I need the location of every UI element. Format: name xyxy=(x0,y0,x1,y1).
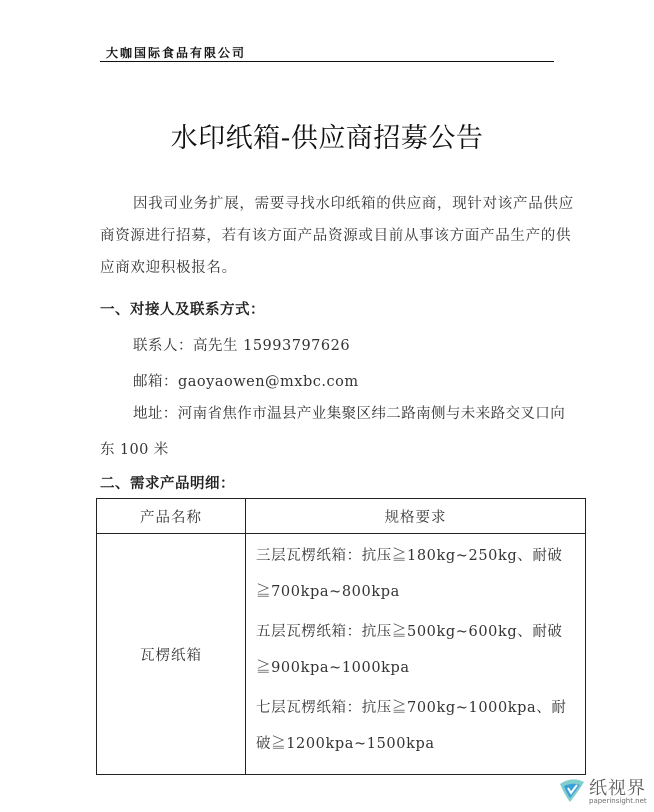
section-contact-heading: 一、对接人及联系方式： xyxy=(100,301,265,318)
header-company-name: 大咖国际食品有限公司 xyxy=(106,46,247,60)
contact-person: 联系人：高先生 15993797626 xyxy=(133,338,351,354)
paperinsight-logo-icon xyxy=(556,774,588,806)
table-header-row xyxy=(97,499,586,534)
spec-item-seven-layer: 七层瓦楞纸箱：抗压≧700kg~1000kpa、耐破≧1200kpa~1500kpa xyxy=(256,700,567,752)
table-row xyxy=(97,534,586,775)
watermark-url: paperinsight.net xyxy=(589,797,647,805)
column-header-spec: 规格要求 xyxy=(246,499,586,534)
product-name-cell: 瓦楞纸箱 xyxy=(97,534,246,775)
contact-email: 邮箱：gaoyaowen@mxbc.com xyxy=(133,374,359,390)
spec-cell xyxy=(246,534,586,775)
column-header-product-name: 产品名称 xyxy=(97,499,246,534)
watermark xyxy=(556,770,654,812)
spec-item-five-layer: 五层瓦楞纸箱：抗压≧500kg~600kg、耐破≧900kpa~1000kpa xyxy=(256,624,563,676)
document-title: 水印纸箱-供应商招募公告 xyxy=(170,123,484,154)
header-divider xyxy=(100,61,554,62)
product-spec-table xyxy=(96,498,586,775)
section-products-heading: 二、需求产品明细： xyxy=(100,475,235,492)
spec-item-three-layer: 三层瓦楞纸箱：抗压≧180kg~250kg、耐破≧700kpa~800kpa xyxy=(256,548,563,600)
intro-paragraph: 因我司业务扩展，需要寻找水印纸箱的供应商，现针对该产品供应商资源进行招募，若有该方面产品资源或目前从事该方面产品生产的供应商欢迎积极报名。 xyxy=(100,196,574,276)
watermark-name: 纸视界 xyxy=(589,778,646,799)
contact-address: 地址：河南省焦作市温县产业集聚区纬二路南侧与未来路交叉口向东 100 米 xyxy=(100,406,566,458)
